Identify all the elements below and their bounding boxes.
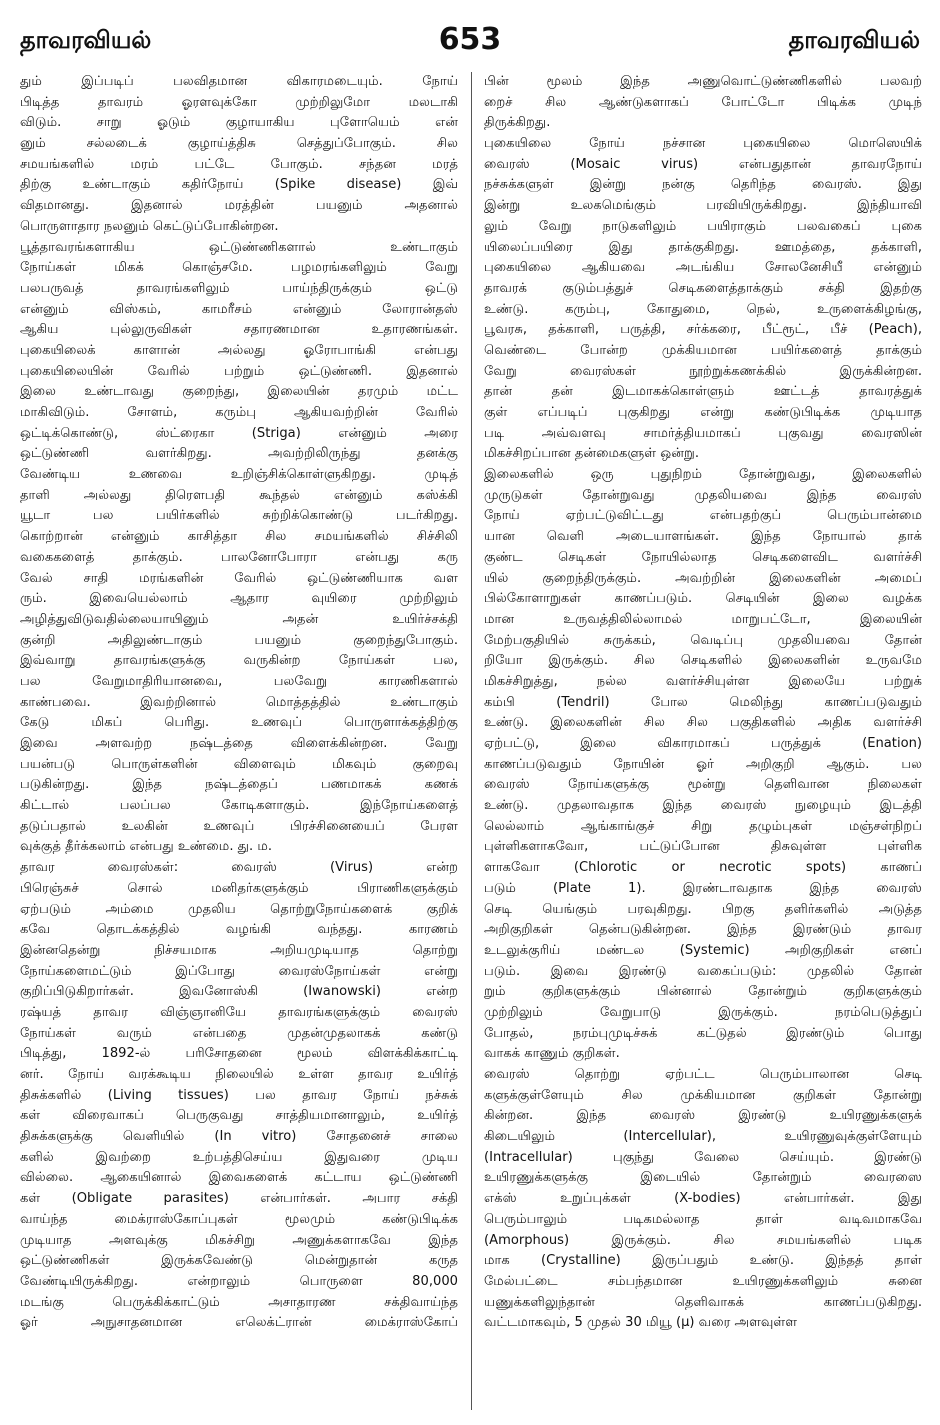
text-line: காண்பவை. இவற்றினால் மொத்தத்தில் உண்டாகும் <box>20 694 458 710</box>
text-line: இவ்வாறு தாவரங்களுக்கு வருகின்ற நோய்கள் பல, <box>20 653 458 669</box>
text-line: கிட்டால் பலப்பல கோடிகளாகும். இந்நோய்களைத் <box>20 798 458 814</box>
text-line: பல வேறுமாதிரியானவை, பலவேறு காரணிகளால் <box>20 673 458 689</box>
text-line: திற்கு உண்டாகும் கதிர்நோய் (Spike disease) இவ் <box>20 177 458 193</box>
text-line: திருக்கிறது. <box>484 115 551 131</box>
text-line: யில் குறைந்திருக்கும். அவற்றின் இலைகளின் அமைப் <box>484 570 922 586</box>
text-line: குள் எப்படிப் புகுகிறது என்று கண்டுபிடிக்க முடியாத <box>484 405 922 420</box>
text-line: குறிப்பிடுகிறார்கள். இவனோஸ்கி (Iwanowski) என்ற <box>20 984 458 1000</box>
column-divider <box>471 72 472 1410</box>
text-line: கொற்றான் என்னும் காசித்தா சில சமயங்களில் சிச்சிலி <box>20 529 458 545</box>
text-line: வில்லை. ஆகையினால் இவைகளைக் கட்டாய ஒட்டுண்ணி <box>20 1170 458 1186</box>
page-number: 653 <box>438 22 502 57</box>
text-line: வாகக் காணும் குறிகள். <box>484 1046 620 1062</box>
text-line: ரஷ்யத் தாவர விஞ்ஞானியே தாவரங்களுக்கும் வைரஸ் <box>20 1004 458 1020</box>
text-line: தாவரக் குடும்பத்துச் செடிகளைத்தாக்கும் சக்தி இதற்கு <box>484 280 922 296</box>
text-line: பிடித்த தாவரம் ஓரளவுக்கோ முற்றிலுமோ மலடாகி <box>20 94 458 110</box>
page-header <box>20 22 920 62</box>
text-line: மேல்பட்டை சம்பந்தமான உயிரணுக்களிலும் சுனை <box>484 1273 922 1289</box>
left-column <box>20 72 458 1334</box>
text-line: கள் (Obligate parasites) என்பார்கள். அபார சக்தி <box>20 1191 458 1207</box>
text-line: உண்டு. இலைகளின் சில சில பகுதிகளில் அதிக வளர்ச்சி <box>484 715 922 731</box>
text-line: வேண்டிய உணவை உறிஞ்சிக்கொள்ளுகிறது. முடித் <box>20 467 458 483</box>
text-line: (Amorphous) இருக்கும். சில சமயங்களில் படிக <box>484 1232 922 1248</box>
text-line: சமயங்களில் மரம் பட்டே போகும். சந்தன மரத் <box>20 156 458 172</box>
text-line: உடலுக்குரிய் மண்டல (Systemic) அறிகுறிகள் எனப் <box>484 942 922 958</box>
text-line: உயிரணுக்களுக்கு இடையில் தோன்றும் வைரஸை <box>484 1170 922 1186</box>
text-line: படி அவ்வளவு சாமர்த்தியமாகப் புகுவது வைரஸின் <box>484 425 922 441</box>
text-line: வேல் சாதி மரங்களின் வேரில் ஒட்டுண்ணியாக வள <box>20 570 458 586</box>
text-line: புகையிலையின் வேரில் பற்றும் ஒட்டுண்ணி. இதனால் <box>20 363 458 379</box>
text-line: காணப்படுவதும் நோயின் ஓர் அறிகுறி ஆகும். பல <box>484 756 922 772</box>
text-line: குன்றி அதிலுண்டாகும் பயனும் குறைந்துபோகும். <box>20 632 458 648</box>
text-line: வைரஸ் (Mosaic virus) என்பதுதான் தாவரநோய் <box>484 156 922 172</box>
text-line: தடுப்பதால் உலகின் உணவுப் பிரச்சினையைப் பேரள <box>20 818 458 834</box>
text-line: முற்றிலும் வேறுபாடு இருக்கும். நரம்பெடுத்துப் <box>484 1004 922 1020</box>
text-line: தான் தன் இடமாகக்கொள்ளும் ஊட்டத் தாவரத்துக் <box>484 384 922 400</box>
text-line: புகையிலை ஆகியவை அடங்கிய சோலனேசியீ என்னும் <box>484 260 922 276</box>
text-line: மாகிவிடும். சோளம், கரும்பு ஆகியவற்றின் வேரில் <box>20 405 458 420</box>
text-line: படும் (Plate 1). இரண்டாவதாக இந்த வைரஸ் <box>484 880 922 896</box>
text-line: ஒட்டிக்கொண்டு, ஸ்ட்ரைகா (Striga) என்னும் அரை <box>20 425 458 441</box>
text-line: அறிகுறிகள் தென்படுகின்றன. இந்த இரண்டும் தாவர <box>484 922 922 938</box>
text-line: தாளி அல்லது திரௌபதி கூந்தல் என்னும் கஸ்க்கி <box>20 487 458 503</box>
text-line: புள்ளிகளாகவோ, பட்டுப்போன திசுவுள்ள புள்ளிக <box>484 839 922 855</box>
text-line: களுக்குள்ளேயும் சில முக்கியமான குறிகள் தோன்று <box>484 1087 922 1103</box>
text-line: கிடையிலும் (Intercellular), உயிரணுவுக்குள்ளேயும் <box>484 1129 922 1145</box>
text-line: னர். நோய் வரக்கூடிய நிலையில் உள்ள தாவர உயிர்த் <box>20 1067 458 1082</box>
text-line: நோய்களைமட்டும் இப்போது வைரஸ்நோய்கள் என்று <box>20 963 458 979</box>
text-line: மிகச்சிறப்பான தன்மைகளுள் ஒன்று. <box>484 446 700 462</box>
text-line: ளாகவோ (Chlorotic or necrotic spots) காணப் <box>484 860 922 876</box>
text-line: திசுக்களில் (Living tissues) பல தாவர நோய் நச்சுக் <box>20 1087 458 1103</box>
text-line: ஆகிய புல்லுருவிகள் சதாரணமான உதாரணங்கள். <box>20 322 458 338</box>
text-line: அழித்துவிடுவதில்லையாயினும் அதன் உயிர்ச்சக்தி <box>20 611 458 627</box>
text-line: பூத்தாவரங்களாகிய ஒட்டுண்ணிகளால் உண்டாகும் <box>20 239 458 255</box>
text-line: எக்ஸ் உறுப்புக்கள் (X-bodies) என்பார்கள். இது <box>484 1191 922 1207</box>
text-line: புகையிலைக் காளான் அல்லது ஓரோபாங்கி என்பது <box>20 342 458 358</box>
text-line: இன்னதென்று நிச்சயமாக அறியமுடியாத தொற்று <box>20 942 458 958</box>
text-line: பலபருவத் தாவரங்களிலும் பாய்ந்திருக்கும் ஒட்டு <box>20 280 458 296</box>
running-head-right: தாவரவியல் <box>788 26 920 54</box>
text-line: வாய்ந்த மைக்ராஸ்கோப்புகள் மூலமும் கண்டுபிடிக்க <box>20 1211 458 1227</box>
text-line: நோய்கள் மிகக் கொஞ்சமே. பழமரங்களிலும் வேறு <box>20 260 458 276</box>
right-column <box>484 72 922 1334</box>
text-line: இன்று உலகமெங்கும் பரவியிருக்கிறது. இந்தியாவி <box>484 198 922 214</box>
text-line: கேடு மிகப் பெரிது. உணவுப் பொருளாக்கத்திற்கு <box>20 715 458 731</box>
text-line: ஏற்பட்டு, இலை விகாரமாகப் பருத்துக் (Enation) <box>484 736 922 751</box>
text-line: நோய்கள் வரும் என்பதை முதன்முதலாகக் கண்டு <box>20 1025 458 1041</box>
text-line: களில் இவற்றை உற்பத்திசெய்ய இதுவரை முடிய <box>20 1149 458 1165</box>
text-line: ஓர் அநுசாதனமான எலெக்ட்ரான் மைக்ராஸ்கோப் <box>20 1315 458 1331</box>
text-line: தும் இப்படிப் பலவிதமான விகாரமடையும். நோய் <box>20 74 458 89</box>
text-line: மான உருவத்திலில்லாமல் மாறுபட்டோ, இலையின் <box>484 611 922 627</box>
text-line: குண்ட செடிகள் நோயில்லாத செடிகளைவிட வளர்ச்சி <box>484 549 922 565</box>
text-line: இலை உண்டாவது குறைந்து, இலையின் தரமும் மட்ட <box>20 384 458 400</box>
text-line: திசுக்களுக்கு வெளியில் (In vitro) சோதனைச் சாலை <box>20 1129 458 1145</box>
text-line: வைரஸ் தொற்று ஏற்பட்ட பெரும்பாலான செடி <box>484 1067 922 1082</box>
text-line: பிடித்து, 1892-ல் பரிசோதனை மூலம் விளக்கிக்காட்டி <box>20 1046 458 1062</box>
text-line: வட்டமாகவும், 5 முதல் 30 மியூ (μ) வரை அளவுள்ள <box>484 1315 798 1331</box>
text-line: கம்பி (Tendril) போல மெலிந்து காணப்படுவதும் <box>484 694 922 710</box>
text-line: றைச் சில ஆண்டுகளாகப் போட்டோ பிடிக்க முடிந் <box>484 94 922 110</box>
text-line: வேண்டியிருக்கிறது. என்றாலும் பொருளை 80,000 <box>20 1273 458 1289</box>
text-line: ஒட்டுண்ணி வளர்கிறது. அவற்றிலிருந்து தனக்கு <box>20 446 458 462</box>
text-line: படும். இவை இரண்டு வகைப்படும்: முதலில் தோன் <box>484 963 922 979</box>
text-line: கின்றன. இந்த வைரஸ் இரண்டு உயிரணுக்களுக் <box>484 1108 922 1124</box>
text-line: கவே தொடக்கத்தில் வழங்கி வந்தது. காரணம் <box>20 922 458 938</box>
text-line: பயன்படு பொருள்களின் விளைவும் மிகவும் குறைவு <box>20 756 458 772</box>
text-line: தாவர வைரஸ்கள்: வைரஸ் (Virus) என்ற <box>20 860 458 876</box>
text-line: முருடுகள் தோன்றுவது முதலியவை இந்த வைரஸ் <box>484 487 922 503</box>
text-line: பின் மூலம் இந்த அணுவொட்டுண்ணிகளில் பலவற் <box>484 74 922 89</box>
text-line: (Intracellular) புகுந்து வேலை செய்யும். இரண்டு <box>484 1149 922 1165</box>
text-line: யணுக்களிலுந்தான் தெளிவாகக் காணப்படுகிறது. <box>484 1294 922 1310</box>
text-line: பிரெஞ்சுச் சொல் மனிதர்களுக்கும் பிராணிகளுக்கும் <box>20 880 458 896</box>
text-line: விதமானது. இதனால் மரத்தின் பயனும் அதனால் <box>20 198 458 214</box>
text-line: புகையிலை நோய் நச்சான புகையிலை மொஸெயிக் <box>484 136 922 152</box>
text-line: இவை அளவற்ற நஷ்டத்தை விளைக்கின்றன. வேறு <box>20 736 458 751</box>
text-line: றியோ இருக்கும். சில செடிகளில் இலைகளின் உருவமே <box>484 653 922 669</box>
text-line: லும் வேறு நாடுகளிலும் பயிராகும் பலவகைப் புகை <box>484 218 922 234</box>
text-line: பொருளாதார நலனும் கெட்டுப்போகின்றன. <box>20 218 279 234</box>
text-line: பில்கோளாறுகள் காணப்படும். செடியின் இலை வழக்க <box>484 591 922 607</box>
text-line: னும் சல்லடைக் குழாய்த்திசு செத்துப்போகும். சில <box>20 136 458 152</box>
text-line: இலைகளில் ஒரு புதுநிறம் தோன்றுவது, இலைகளில் <box>484 467 922 483</box>
text-line: பெரும்பாலும் படிகமல்லாத தாள் வடிவமாகவே <box>484 1211 922 1227</box>
text-line: யான வெளி அடையாளங்கள். இந்த நோயால் தாக் <box>484 529 922 545</box>
text-line: ரும். இவையெல்லாம் ஆதார வுயிரை முற்றிலும் <box>20 591 458 607</box>
text-line: மேற்பகுதியில் சுருக்கம், வெடிப்பு முதலியவை தோன் <box>484 632 922 648</box>
text-line: நச்சுக்களுள் இன்று நன்கு தெரிந்த வைரஸ். இது <box>484 177 922 193</box>
text-line: செடி யெங்கும் பரவுகிறது. பிறகு தளிர்களில் அடுத்த <box>484 901 922 917</box>
running-head-left: தாவரவியல் <box>20 26 152 54</box>
text-line: யிலைப்பயிரை இது தாக்குகிறது. ஊமத்தை, தக்காளி, <box>484 239 922 255</box>
text-line: வேறு வைரஸ்கள் நூற்றுக்கணக்கில் இருக்கின்றன. <box>484 363 922 379</box>
text-line: முடியாத அளவுக்கு மிகச்சிறு அணுக்களாகவே இந்த <box>20 1232 458 1248</box>
text-line: போதல், நரம்புமுடிச்சுக் கட்டுதல் இரண்டும் பொது <box>484 1025 922 1041</box>
text-line: உண்டு. கரும்பு, கோதுமை, நெல், உருளைக்கிழங்கு, <box>484 301 922 317</box>
text-line: படுகின்றது. இந்த நஷ்டத்தைப் பணமாகக் கணக் <box>20 777 458 793</box>
text-line: ஏற்படும் அம்மை முதலிய தொற்றுநோய்களைக் குறிக் <box>20 901 458 917</box>
text-line: றும் குறிகளுக்கும் பின்னால் தோன்றும் குறிகளுக்கும் <box>484 984 922 1000</box>
text-line: வகைகளைத் தாக்கும். பாலனோபோரா என்பது கரு <box>20 549 458 565</box>
text-line: மிகச்சிறுத்து, நல்ல வளர்ச்சியுள்ள இலையே பற்றுக் <box>484 673 922 689</box>
text-line: உண்டு. முதலாவதாக இந்த வைரஸ் நுழையும் இடத்தி <box>484 798 922 814</box>
text-line: கள் விரைவாகப் பெருகுவது சாத்தியமானாலும், உயிர்த் <box>20 1108 458 1124</box>
text-line: என்னும் விஸ்கம், காமரீசம் என்னும் லோரான்தஸ் <box>20 301 458 317</box>
text-line: பூவரசு, தக்காளி, பருத்தி, சர்க்கரை, பீட்ரூட், பீச் (Peach), <box>484 322 922 338</box>
text-line: ஒட்டுண்ணிகள் இருக்கவேண்டு மென்றுதான் கருத <box>20 1253 458 1269</box>
text-line: மாக (Crystalline) இருப்பதும் உண்டு. இந்தத் தாள் <box>484 1253 922 1269</box>
text-line: மடங்கு பெருக்கிக்காட்டும் அசாதாரண சக்திவாய்ந்த <box>20 1294 458 1310</box>
text-line: வெண்டை போன்ற முக்கியமான பயிர்களைத் தாக்கும் <box>484 342 922 358</box>
text-line: விடும். சாறு ஓடும் குழாயாகிய புளோயெம் என் <box>20 115 458 131</box>
text-line: வுக்குத் தீர்க்கலாம் என்பது உண்மை. து. ம. <box>20 839 273 855</box>
text-line: வைரஸ் நோய்களுக்கு மூன்று தெளிவான நிலைகள் <box>484 777 922 793</box>
text-line: நோய் ஏற்பட்டுவிட்டது என்பதற்குப் பெரும்பான்மை <box>484 508 922 524</box>
text-line: லெல்லாம் ஆங்காங்குச் சிறு தழும்புகள் மஞ்சள்நிறப் <box>484 818 922 834</box>
text-line: யூடா பல பயிர்களில் சுற்றிக்கொண்டு படர்கிறது. <box>20 508 458 524</box>
